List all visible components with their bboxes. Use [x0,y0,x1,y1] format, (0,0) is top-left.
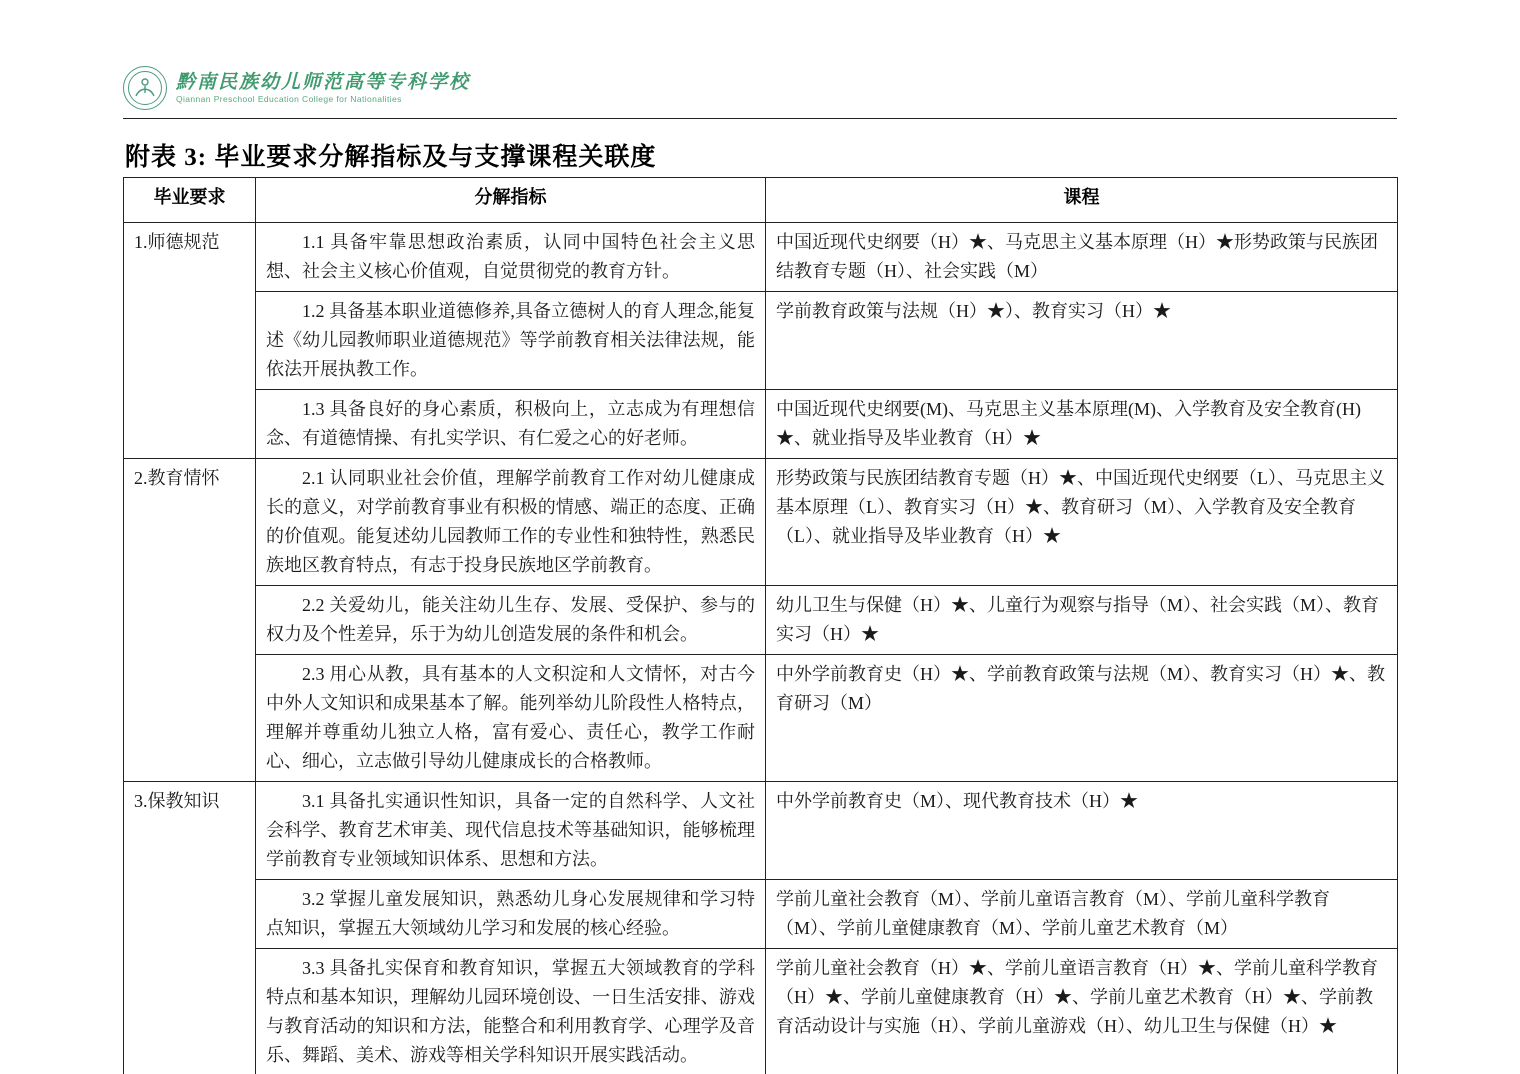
indicator-text: 3.2 掌握儿童发展知识，熟悉幼儿身心发展规律和学习特点知识，掌握五大领域幼儿学习和发展的核心经验。 [266,889,755,938]
indicator-cell [256,223,766,292]
requirement-cell: 3.保教知识 [124,782,256,1074]
course-cell: 形势政策与民族团结教育专题（H）★、中国近现代史纲要（L）、马克思主义基本原理（L）、教育实习（H）★、教育研习（M）、入学教育及安全教育（L）、就业指导及毕业教育（H）★ [766,459,1398,586]
table-header-row [124,178,1398,223]
requirement-cell: 2.教育情怀 [124,459,256,782]
course-cell: 中国近现代史纲要（H）★、马克思主义基本原理（H）★形势政策与民族团结教育专题（H）、社会实践（M） [766,223,1398,292]
course-cell: 中国近现代史纲要(M)、马克思主义基本原理(M)、入学教育及安全教育(H)★、就业指导及毕业教育（H）★ [766,390,1398,459]
table-row [124,782,1398,880]
table-row [124,880,1398,949]
requirements-course-table [123,177,1398,1074]
school-name-block [176,73,470,104]
indicator-text: 1.2 具备基本职业道德修养,具备立德树人的育人理念,能复述《幼儿园教师职业道德规范》等学前教育相关法律法规，能依法开展执教工作。 [266,301,755,379]
indicator-text: 3.3 具备扎实保育和教育知识，掌握五大领域教育的学科特点和基本知识，理解幼儿园环境创设、一日生活安排、游戏与教育活动的知识和方法，能整合和利用教育学、心理学及音乐、舞蹈、美术、游戏等相关学科知识开展实践活动。 [266,958,755,1065]
table-row [124,390,1398,459]
table-row [124,586,1398,655]
page-header [123,66,1397,119]
table-row [124,292,1398,390]
school-logo [123,66,1397,110]
indicator-cell [256,292,766,390]
school-name-chinese: 黔南民族幼儿师范高等专科学校 [176,71,471,93]
course-cell: 中外学前教育史（H）★、学前教育政策与法规（M）、教育实习（H）★、教育研习（M） [766,655,1398,782]
indicator-cell [256,949,766,1074]
indicator-cell [256,655,766,782]
page-title: 附表 3: 毕业要求分解指标及与支撑课程关联度 [125,144,657,171]
school-name-english: Qiannan Preschool Education College for Nationalities [176,93,402,104]
indicator-text: 1.1 具备牢靠思想政治素质，认同中国特色社会主义思想、社会主义核心价值观，自觉贯彻党的教育方针。 [266,232,755,281]
table-row [124,459,1398,586]
course-cell: 幼儿卫生与保健（H）★、儿童行为观察与指导（M）、社会实践（M）、教育实习（H）★ [766,586,1398,655]
table-row [124,655,1398,782]
header-indicator: 分解指标 [256,178,766,223]
header-course: 课程 [766,178,1398,223]
indicator-cell [256,880,766,949]
course-cell: 学前儿童社会教育（H）★、学前儿童语言教育（H）★、学前儿童科学教育（H）★、学前儿童健康教育（H）★、学前儿童艺术教育（H）★、学前教育活动设计与实施（H）、学前儿童游戏（H）、幼儿卫生与保健（H）★ [766,949,1398,1074]
requirement-cell: 1.师德规范 [124,223,256,459]
table-row [124,223,1398,292]
indicator-cell [256,782,766,880]
indicator-text: 2.1 认同职业社会价值，理解学前教育工作对幼儿健康成长的意义，对学前教育事业有积极的情感、端正的态度、正确的价值观。能复述幼儿园教师工作的专业性和独特性，熟悉民族地区教育特点，有志于投身民族地区学前教育。 [266,468,755,575]
header-requirement: 毕业要求 [124,178,256,223]
course-cell: 学前儿童社会教育（M）、学前儿童语言教育（M）、学前儿童科学教育（M）、学前儿童健康教育（M）、学前儿童艺术教育（M） [766,880,1398,949]
indicator-text: 2.3 用心从教，具有基本的人文积淀和人文情怀，对古今中外人文知识和成果基本了解。能列举幼儿阶段性人格特点，理解并尊重幼儿独立人格，富有爱心、责任心，教学工作耐心、细心，立志做引导幼儿健康成长的合格教师。 [266,664,755,771]
table-row [124,949,1398,1074]
indicator-text: 3.1 具备扎实通识性知识，具备一定的自然科学、人文社会科学、教育艺术审美、现代信息技术等基础知识，能够梳理学前教育专业领域知识体系、思想和方法。 [266,791,755,869]
indicator-cell [256,586,766,655]
school-emblem-icon [123,66,167,110]
indicator-cell [256,390,766,459]
indicator-text: 2.2 关爱幼儿，能关注幼儿生存、发展、受保护、参与的权力及个性差异，乐于为幼儿创造发展的条件和机会。 [266,595,755,644]
course-cell: 学前教育政策与法规（H）★）、教育实习（H）★ [766,292,1398,390]
indicator-cell [256,459,766,586]
indicator-text: 1.3 具备良好的身心素质，积极向上，立志成为有理想信念、有道德情操、有扎实学识、有仁爱之心的好老师。 [266,399,755,448]
emblem-figure-icon [132,75,158,101]
course-cell: 中外学前教育史（M）、现代教育技术（H）★ [766,782,1398,880]
